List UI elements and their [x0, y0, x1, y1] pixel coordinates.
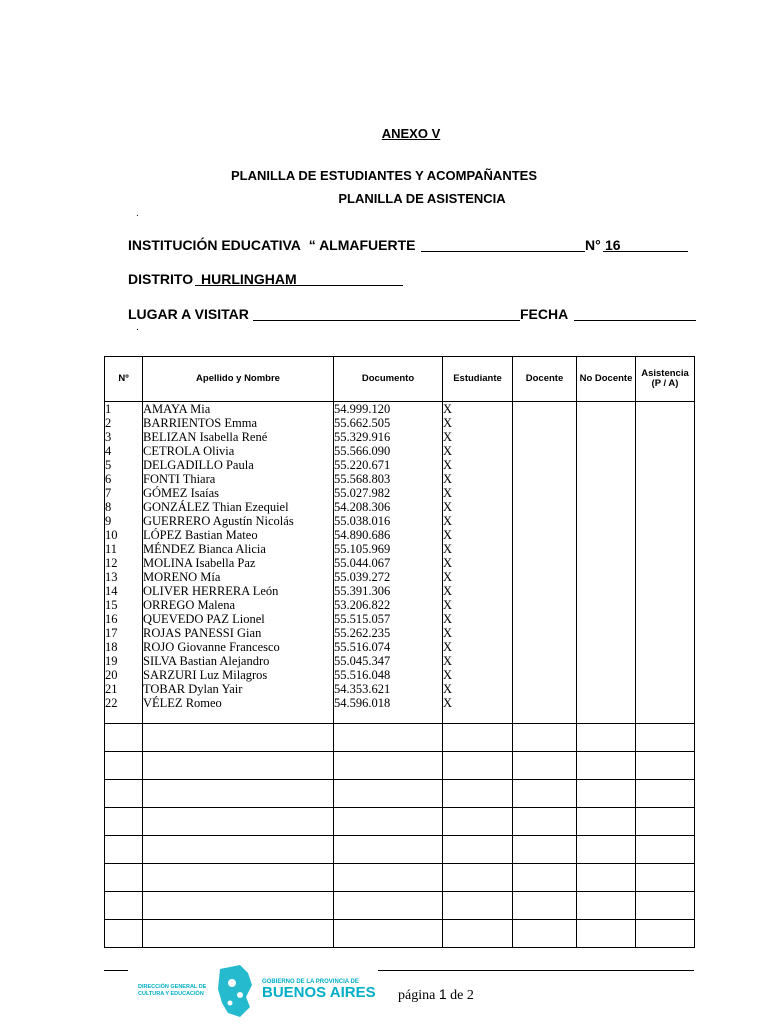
- cell-n: 12: [105, 556, 118, 570]
- pba-logo-line2: BUENOS AIRES: [262, 984, 376, 1001]
- cell-student: X: [443, 444, 453, 458]
- cell-student: X: [443, 584, 453, 598]
- header-name: Apellido y Nombre: [143, 357, 334, 402]
- cell-name: BELIZAN Isabella René: [143, 430, 268, 444]
- empty-row: [105, 864, 695, 892]
- cell-name: GONZÁLEZ Thian Ezequiel: [143, 500, 289, 514]
- cell-doc: 54.353.621: [334, 682, 391, 696]
- cell-doc: 55.027.982: [334, 486, 391, 500]
- empty-row: [105, 808, 695, 836]
- cell-name: QUEVEDO PAZ Lionel: [143, 612, 265, 626]
- cell-student: X: [443, 654, 453, 668]
- document-subtitle: PLANILLA DE ASISTENCIA: [338, 191, 506, 206]
- cell-name: SILVA Bastian Alejandro: [143, 654, 270, 668]
- number-value: 16: [605, 237, 621, 253]
- district-underline: [195, 285, 403, 286]
- cell-name: DELGADILLO Paula: [143, 458, 254, 472]
- cell-doc: 55.391.306: [334, 584, 391, 598]
- pba-logo-text: [262, 979, 376, 1001]
- cell-student: X: [443, 626, 453, 640]
- col-document: [334, 402, 443, 724]
- cell-doc: 55.105.969: [334, 542, 391, 556]
- cell-name: CETROLA Olivia: [143, 444, 235, 458]
- cell-doc: 55.515.057: [334, 612, 391, 626]
- col-name: [143, 402, 334, 724]
- attendance-table: [104, 356, 695, 948]
- date-underline: [574, 320, 696, 321]
- cell-doc: 54.890.686: [334, 528, 391, 542]
- cell-n: 1: [105, 402, 112, 416]
- cell-doc: 55.662.505: [334, 416, 391, 430]
- stray-mark: .: [136, 322, 139, 333]
- institution-value: “ ALMAFUERTE: [308, 237, 416, 253]
- footer-rule-left: [104, 970, 128, 971]
- cell-doc: 54.999.120: [334, 402, 391, 416]
- dgcye-logo-line1: DIRECCIÓN GENERAL DE: [138, 984, 207, 990]
- cell-student: X: [443, 472, 453, 486]
- cell-doc: 54.596.018: [334, 696, 391, 710]
- table-header-row: [105, 357, 695, 402]
- header-student: Estudiante: [443, 357, 513, 402]
- cell-name: GUERRERO Agustín Nicolás: [143, 514, 294, 528]
- province-emblem-icon: [214, 963, 256, 1024]
- cell-name: MOLINA Isabella Paz: [143, 556, 256, 570]
- cell-n: 6: [105, 472, 112, 486]
- cell-doc: 55.220.671: [334, 458, 391, 472]
- cell-student: X: [443, 682, 453, 696]
- col-attendance: [636, 402, 695, 724]
- cell-n: 11: [105, 542, 118, 556]
- cell-doc: 55.045.347: [334, 654, 391, 668]
- cell-n: 19: [105, 654, 118, 668]
- cell-student: X: [443, 514, 453, 528]
- cell-n: 22: [105, 696, 118, 710]
- cell-n: 4: [105, 444, 112, 458]
- page-total: 2: [466, 988, 474, 1003]
- pba-logo-line1: GOBIERNO DE LA PROVINCIA DE: [262, 979, 359, 985]
- header-document: Documento: [334, 357, 443, 402]
- cell-n: 20: [105, 668, 118, 682]
- cell-n: 8: [105, 500, 112, 514]
- empty-row: [105, 752, 695, 780]
- header-attendance: Asistencia (P / A): [636, 357, 695, 402]
- cell-student: X: [443, 500, 453, 514]
- cell-student: X: [443, 640, 453, 654]
- header-non-teacher: No Docente: [577, 357, 636, 402]
- cell-name: TOBAR Dylan Yair: [143, 682, 243, 696]
- cell-doc: 55.516.048: [334, 668, 391, 682]
- cell-doc: 54.208.306: [334, 500, 391, 514]
- cell-doc: 55.044.067: [334, 556, 391, 570]
- cell-doc: 55.262.235: [334, 626, 391, 640]
- cell-n: 10: [105, 528, 118, 542]
- cell-doc: 55.038.016: [334, 514, 391, 528]
- empty-row: [105, 780, 695, 808]
- institution-label: INSTITUCIÓN EDUCATIVA: [128, 237, 301, 253]
- cell-student: X: [443, 416, 453, 430]
- stray-mark: .: [136, 208, 139, 219]
- cell-n: 5: [105, 458, 112, 472]
- annex-title: ANEXO V: [381, 126, 441, 141]
- cell-n: 17: [105, 626, 118, 640]
- empty-row: [105, 920, 695, 948]
- cell-n: 13: [105, 570, 118, 584]
- col-teacher: [513, 402, 577, 724]
- col-non-teacher: [577, 402, 636, 724]
- institution-underline: [421, 251, 585, 252]
- cell-name: BARRIENTOS Emma: [143, 416, 258, 430]
- cell-student: X: [443, 556, 453, 570]
- number-underline: [603, 251, 688, 252]
- cell-name: AMAYA Mia: [143, 402, 211, 416]
- dgcye-logo-text: [138, 984, 206, 998]
- cell-n: 9: [105, 514, 112, 528]
- cell-n: 21: [105, 682, 118, 696]
- cell-doc: 55.039.272: [334, 570, 391, 584]
- cell-student: X: [443, 696, 453, 710]
- district-label: DISTRITO: [128, 271, 194, 287]
- empty-row: [105, 892, 695, 920]
- cell-student: X: [443, 668, 453, 682]
- number-label: N°: [585, 237, 601, 253]
- page-separator: de: [450, 988, 464, 1003]
- page-number: [398, 986, 474, 1004]
- student-rows: [105, 402, 695, 724]
- cell-name: ROJAS PANESSI Gian: [143, 626, 262, 640]
- cell-name: MÉNDEZ Bianca Alicia: [143, 542, 266, 556]
- cell-name: LÓPEZ Bastian Mateo: [143, 528, 258, 542]
- cell-name: SARZURI Luz Milagros: [143, 668, 268, 682]
- place-label: LUGAR A VISITAR: [128, 306, 249, 322]
- cell-n: 7: [105, 486, 112, 500]
- cell-name: FONTI Thiara: [143, 472, 216, 486]
- page-prefix: página: [398, 988, 436, 1003]
- place-underline: [253, 320, 520, 321]
- cell-student: X: [443, 486, 453, 500]
- cell-doc: 55.568.803: [334, 472, 391, 486]
- cell-doc: 55.329.916: [334, 430, 391, 444]
- cell-name: GÓMEZ Isaías: [143, 486, 220, 500]
- cell-doc: 55.566.090: [334, 444, 391, 458]
- empty-row: [105, 724, 695, 752]
- cell-n: 2: [105, 416, 112, 430]
- cell-student: X: [443, 542, 453, 556]
- col-number: [105, 402, 143, 724]
- cell-student: X: [443, 402, 453, 416]
- empty-row: [105, 836, 695, 864]
- cell-name: VÉLEZ Romeo: [143, 696, 222, 710]
- dgcye-logo-line2: CULTURA Y EDUCACIÓN: [138, 991, 204, 997]
- cell-student: X: [443, 458, 453, 472]
- col-student: [443, 402, 513, 724]
- cell-n: 16: [105, 612, 118, 626]
- cell-student: X: [443, 598, 453, 612]
- cell-n: 15: [105, 598, 118, 612]
- cell-student: X: [443, 612, 453, 626]
- footer-logos: [138, 963, 378, 1019]
- cell-n: 18: [105, 640, 118, 654]
- page-current: 1: [438, 986, 447, 1002]
- cell-name: OLIVER HERRERA León: [143, 584, 279, 598]
- cell-n: 3: [105, 430, 112, 444]
- cell-name: ROJO Giovanne Francesco: [143, 640, 280, 654]
- cell-doc: 55.516.074: [334, 640, 391, 654]
- cell-name: ORREGO Malena: [143, 598, 235, 612]
- cell-doc: 53.206.822: [334, 598, 391, 612]
- date-label: FECHA: [520, 306, 569, 322]
- header-number: Nº: [105, 357, 143, 402]
- header-teacher: Docente: [513, 357, 577, 402]
- cell-student: X: [443, 430, 453, 444]
- cell-student: X: [443, 570, 453, 584]
- district-value: HURLINGHAM: [201, 271, 297, 287]
- document-title: PLANILLA DE ESTUDIANTES Y ACOMPAÑANTES: [230, 168, 537, 183]
- footer-rule-right: [378, 970, 694, 971]
- cell-student: X: [443, 528, 453, 542]
- institution-field: [128, 237, 416, 253]
- cell-n: 14: [105, 584, 118, 598]
- cell-name: MORENO Mía: [143, 570, 221, 584]
